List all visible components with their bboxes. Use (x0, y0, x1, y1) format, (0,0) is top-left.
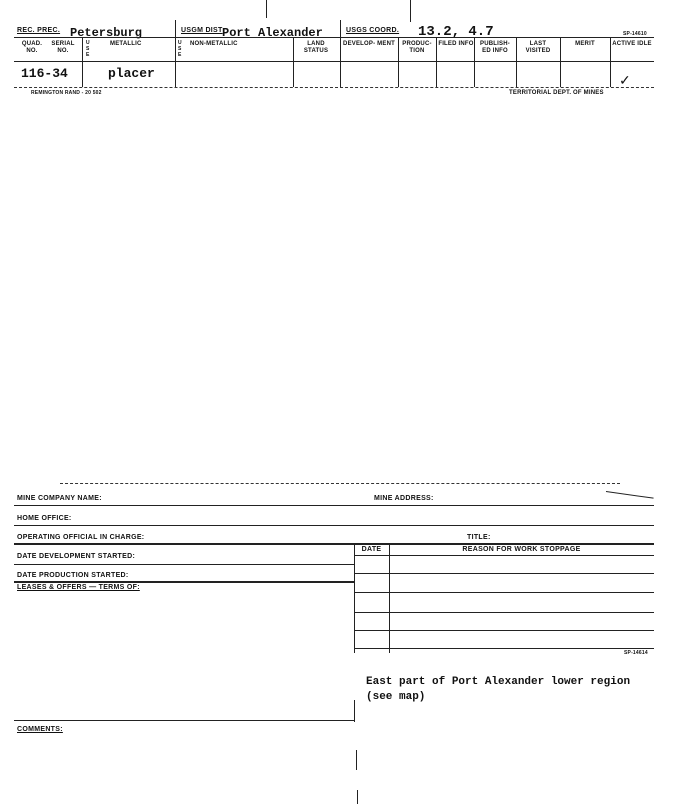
printer-footer: REMINGTON RAND - 20 502 (31, 90, 102, 96)
active-check-mark: ✓ (619, 72, 631, 88)
col-metallic: METALLIC (110, 41, 142, 47)
usgm-dist-value: Port Alexander (222, 26, 323, 40)
col-development: DEVELOP- MENT (343, 41, 395, 47)
note-line-2: (see map) (366, 691, 426, 703)
col-production: PRODUC- TION (402, 41, 432, 54)
col-published-info: PUBLISH- ED INFO (480, 41, 510, 54)
col-merit: MERIT (575, 41, 595, 47)
mine-address-label: MINE ADDRESS: (374, 495, 434, 502)
form-number-top: SP-14610 (623, 31, 647, 37)
leases-offers-label: LEASES & OFFERS — TERMS OF: (17, 584, 140, 591)
col-last-visited: LAST VISITED (525, 41, 551, 54)
rec-prec-label: REC. PREC. (17, 27, 61, 34)
top-tick-left (266, 0, 267, 18)
col-filed-info: FILED INFO (438, 41, 474, 47)
home-office-label: HOME OFFICE: (17, 515, 72, 522)
reason-column-header: REASON FOR WORK STOPPAGE (462, 546, 581, 553)
col-nonmetallic: NON-METALLIC (190, 41, 238, 47)
rec-prec-value: Petersburg (70, 26, 143, 40)
col-quad: QUAD. NO. (21, 41, 43, 54)
usgm-dist-label: USGM DIST (181, 27, 223, 34)
form-number-bottom: SP-14614 (624, 650, 648, 656)
comments-label: COMMENTS: (17, 726, 63, 733)
title-label: TITLE: (467, 534, 491, 541)
col-use-metallic: USE (86, 40, 90, 58)
mine-company-label: MINE COMPANY NAME: (17, 495, 102, 502)
metallic-value: placer (108, 66, 155, 81)
quad-serial-value: 116-34 (21, 66, 68, 81)
date-development-label: DATE DEVELOPMENT STARTED: (17, 553, 136, 560)
date-column-header: DATE (361, 546, 382, 553)
col-serial: SERIAL NO. (51, 41, 75, 54)
col-land-status: LAND STATUS (303, 41, 329, 54)
note-line-1: East part of Port Alexander lower region (366, 676, 631, 688)
date-production-label: DATE PRODUCTION STARTED: (17, 572, 129, 579)
col-use-nonmetallic: USE (178, 40, 182, 58)
operating-official-label: OPERATING OFFICIAL IN CHARGE: (17, 534, 145, 541)
usgs-coord-label: USGS COORD. (346, 27, 400, 34)
usgs-coord-value: 13.2, 4.7 (418, 24, 494, 40)
top-tick-right (410, 0, 411, 22)
dept-footer: TERRITORIAL DEPT. OF MINES (509, 90, 604, 96)
col-active-idle: ACTIVE IDLE (612, 41, 652, 47)
